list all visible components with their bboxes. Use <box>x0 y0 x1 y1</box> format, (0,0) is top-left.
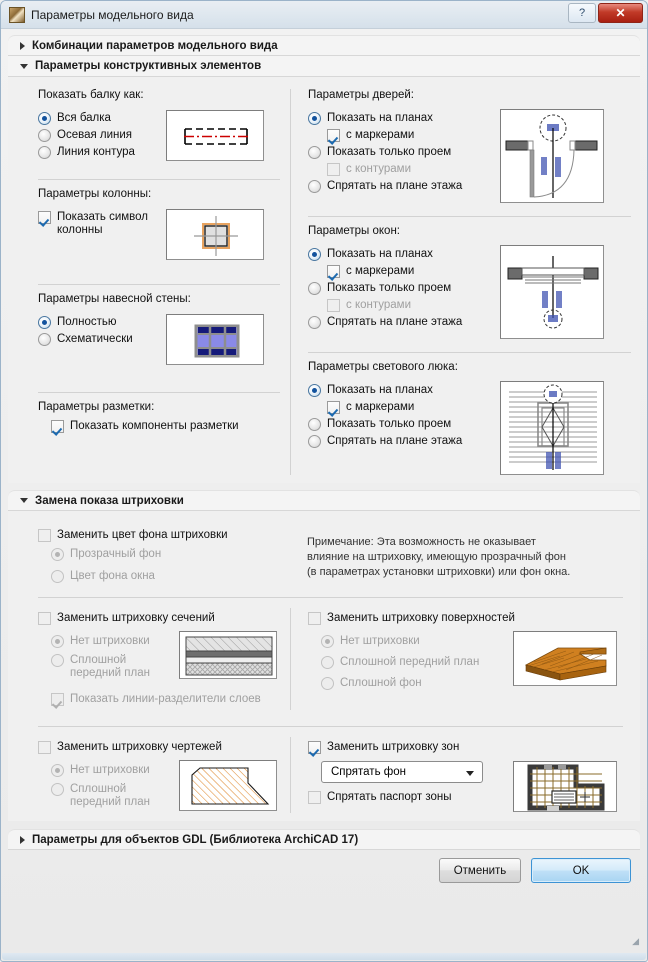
hatch-surfaces-radio-none-label: Нет штриховки <box>340 635 420 647</box>
chevron-right-icon <box>20 42 25 50</box>
radio-dot-icon <box>321 635 334 648</box>
hatch-sections-radio-solid-fg[interactable] <box>51 654 179 680</box>
hatch-drawings-group <box>8 737 290 813</box>
beam-radio-centerline[interactable] <box>38 129 166 142</box>
hatch-surfaces-radio-solid-bg[interactable] <box>321 677 513 690</box>
radio-dot-icon <box>308 435 321 448</box>
beam-radio-whole[interactable] <box>38 112 166 125</box>
window-preview-graphic <box>501 246 604 339</box>
chevron-down-icon <box>20 64 28 69</box>
radio-dot-icon <box>51 635 64 648</box>
radio-dot-icon <box>38 146 51 159</box>
help-button[interactable]: ? <box>568 3 596 23</box>
checkbox-icon <box>51 693 64 706</box>
door-preview <box>500 109 604 203</box>
windows-radio-opening-only[interactable] <box>308 282 500 295</box>
hatch-zones-group <box>291 737 639 812</box>
doors-radio-show-plans[interactable] <box>308 112 500 125</box>
hatch-bg-radio-window[interactable] <box>51 570 280 583</box>
curtain-wall-group-label: Параметры навесной стены: <box>38 293 191 305</box>
hatch-sections-radio-none-label: Нет штриховки <box>70 635 150 647</box>
skylight-options <box>308 380 500 452</box>
close-button[interactable]: ✕ <box>598 3 643 23</box>
hatch-surfaces-body <box>308 631 631 694</box>
hatch-surfaces-radio-solid-bg-label: Сплошной фон <box>340 677 422 689</box>
skylight-checkbox-markers[interactable] <box>327 401 500 414</box>
divider <box>308 216 631 217</box>
hatch-sections-radio-none[interactable] <box>51 635 179 648</box>
radio-dot-icon <box>51 548 64 561</box>
doors-radio-hide-label: Спрятать на плане этажа <box>327 180 463 192</box>
column-symbol-label: Показать символ колонны <box>57 211 148 236</box>
section-header-structural[interactable] <box>8 56 640 77</box>
hide-zone-stamp-label: Спрятать паспорт зоны <box>327 791 452 803</box>
hatch-sections-surfaces-row <box>8 608 640 710</box>
checkbox-icon <box>308 791 321 804</box>
hatch-surfaces-checkbox[interactable] <box>308 612 631 625</box>
hatch-sections-radio-solid-fg-label: Сплошной передний план <box>70 654 150 679</box>
windows-checkbox-contours-label: с контурами <box>346 299 411 311</box>
doors-options <box>308 108 500 197</box>
title-bar <box>1 1 647 29</box>
chevron-right-icon <box>20 836 25 844</box>
hatch-drawings-radio-none[interactable] <box>51 764 179 777</box>
structural-panel <box>8 77 640 483</box>
radio-dot-icon <box>308 248 321 261</box>
hatch-drawings-zones-row <box>8 737 640 813</box>
doors-radio-hide[interactable] <box>308 180 500 193</box>
hatch-drawings-checkbox[interactable] <box>38 741 280 754</box>
radio-dot-icon <box>308 112 321 125</box>
hatch-drawings-radio-none-label: Нет штриховки <box>70 764 150 776</box>
section-title-combinations: Комбинации параметров модельного вида <box>32 39 278 52</box>
markup-components-checkbox[interactable] <box>51 420 280 433</box>
hatch-sections-body <box>38 631 280 684</box>
section-title-structural: Параметры конструктивных элементов <box>35 60 262 72</box>
windows-radio-hide-label: Спрятать на плане этажа <box>327 316 463 328</box>
hatch-bg-radio-transparent-label: Прозрачный фон <box>70 548 162 560</box>
skylight-group-label: Параметры светового люка: <box>308 361 458 373</box>
ok-button[interactable]: OK <box>531 858 631 883</box>
radio-dot-icon <box>38 333 51 346</box>
resize-grip[interactable]: ◢ <box>632 936 639 946</box>
window-title: Параметры модельного вида <box>31 7 194 22</box>
hatch-sections-options <box>51 631 179 684</box>
hatch-bg-radio-window-label: Цвет фона окна <box>70 570 155 582</box>
zone-background-dropdown-value: Спрятать фон <box>331 766 406 778</box>
curtain-wall-group <box>38 312 280 365</box>
structural-left-column <box>8 89 290 437</box>
hatch-zones-checkbox[interactable] <box>308 741 631 754</box>
windows-checkbox-contours[interactable] <box>327 299 500 312</box>
hatch-surfaces-group <box>291 608 639 694</box>
hatch-drawings-radio-solid-fg-label: Сплошной передний план <box>70 783 150 808</box>
radio-dot-icon <box>38 129 51 142</box>
windows-checkbox-markers[interactable] <box>327 265 500 278</box>
radio-dot-icon <box>51 764 64 777</box>
radio-dot-icon <box>38 316 51 329</box>
beam-group-label: Показать балку как: <box>38 89 144 101</box>
skylight-preview <box>500 381 604 475</box>
hatch-drawings-body <box>38 760 280 813</box>
hatch-surfaces-radio-solid-fg[interactable] <box>321 656 513 669</box>
column-group <box>38 207 280 260</box>
structural-right-column <box>291 89 639 475</box>
hatch-bg-checkbox-label: Заменить цвет фона штриховки <box>57 529 228 541</box>
radio-dot-icon <box>51 654 64 667</box>
beam-radio-whole-label: Вся балка <box>57 112 111 124</box>
skylight-checkbox-markers-label: с маркерами <box>346 401 415 413</box>
hatch-sections-checkbox-label: Заменить штриховку сечений <box>57 612 215 624</box>
checkbox-icon <box>308 612 321 625</box>
windows-options <box>308 244 500 333</box>
surface-hatch-preview-graphic <box>514 632 617 686</box>
radio-dot-icon <box>308 316 321 329</box>
doors-group-label: Параметры дверей: <box>308 89 414 101</box>
section-hatch-preview-graphic <box>180 632 277 679</box>
checkbox-icon <box>327 401 340 414</box>
app-icon <box>9 7 25 23</box>
radio-dot-icon <box>308 180 321 193</box>
column-group-label: Параметры колонны: <box>38 188 152 200</box>
beam-preview-graphic <box>167 111 264 161</box>
checkbox-icon <box>327 265 340 278</box>
zone-background-dropdown[interactable] <box>321 761 483 783</box>
skylight-radio-show-plans[interactable] <box>308 384 500 397</box>
windows-checkbox-markers-label: с маркерами <box>346 265 415 277</box>
section-header-combinations[interactable] <box>8 35 640 56</box>
doors-radio-show-plans-label: Показать на планах <box>327 112 433 124</box>
dialog-content <box>1 29 647 946</box>
chevron-down-icon <box>20 498 28 503</box>
beam-radio-outline[interactable] <box>38 146 166 159</box>
radio-dot-icon <box>308 418 321 431</box>
hatch-bg-radio-transparent[interactable] <box>51 548 280 561</box>
windows-radio-hide[interactable] <box>308 316 500 329</box>
doors-radio-opening-only-label: Показать только проем <box>327 146 452 158</box>
markup-components-label: Показать компоненты разметки <box>70 420 239 432</box>
hatch-surfaces-radio-solid-fg-label: Сплошной передний план <box>340 656 480 668</box>
divider <box>38 284 280 285</box>
section-header-hatching[interactable] <box>8 490 640 511</box>
radio-dot-icon <box>308 384 321 397</box>
radio-dot-icon <box>38 112 51 125</box>
curtain-wall-radio-full-label: Полностью <box>57 316 117 328</box>
windows-group-label: Параметры окон: <box>308 225 400 237</box>
radio-dot-icon <box>51 783 64 796</box>
skylight-group <box>308 380 631 475</box>
hatch-background-row <box>8 525 640 587</box>
radio-dot-icon <box>308 146 321 159</box>
doors-checkbox-markers-label: с маркерами <box>346 129 415 141</box>
skylight-preview-graphic <box>501 382 604 475</box>
hatch-drawings-radio-solid-fg[interactable] <box>51 783 179 809</box>
drawing-hatch-preview <box>179 760 277 811</box>
hatch-sections-group <box>8 608 290 710</box>
doors-checkbox-contours-label: с контурами <box>346 163 411 175</box>
beam-radio-centerline-label: Осевая линия <box>57 129 133 141</box>
status-bar <box>2 953 646 960</box>
hatch-zones-controls <box>321 761 513 808</box>
window-preview <box>500 245 604 339</box>
hatch-sections-separator-label: Показать линии-разделители слоев <box>70 693 261 705</box>
skylight-radio-hide-label: Спрятать на плане этажа <box>327 435 463 447</box>
window-controls <box>568 3 643 23</box>
hatch-sections-checkbox[interactable] <box>38 612 280 625</box>
column-symbol-checkbox[interactable] <box>38 211 166 237</box>
hatch-background-group <box>8 525 290 587</box>
checkbox-icon <box>327 129 340 142</box>
column-preview <box>166 209 264 260</box>
skylight-radio-hide[interactable] <box>308 435 500 448</box>
surface-hatch-preview <box>513 631 617 686</box>
hatch-sections-separator-checkbox[interactable] <box>51 693 280 706</box>
beam-group <box>38 108 280 163</box>
hatching-panel <box>8 511 640 821</box>
doors-checkbox-markers[interactable] <box>327 129 500 142</box>
checkbox-icon <box>38 529 51 542</box>
section-hatch-preview <box>179 631 277 679</box>
hatch-zones-body <box>308 761 631 812</box>
checkbox-icon <box>327 163 340 176</box>
section-title-hatching: Замена показа штриховки <box>35 494 184 507</box>
beam-radio-outline-label: Линия контура <box>57 146 135 158</box>
curtain-wall-options <box>38 312 166 350</box>
hatch-surfaces-radio-none[interactable] <box>321 635 513 648</box>
doors-checkbox-contours[interactable] <box>327 163 500 176</box>
radio-dot-icon <box>321 677 334 690</box>
checkbox-icon <box>51 420 64 433</box>
hatch-note-wrap <box>290 525 585 580</box>
windows-radio-show-plans-label: Показать на планах <box>327 248 433 260</box>
zone-hatch-preview-graphic <box>514 762 617 812</box>
hatch-note: Примечание: Эта возможность не оказывает влияние на штриховку, имеющую прозрачный фон (в параметрах установки штриховки) или фон окна. <box>307 536 571 578</box>
door-preview-graphic <box>501 110 604 203</box>
hatch-surfaces-options <box>321 631 513 694</box>
windows-radio-opening-only-label: Показать только проем <box>327 282 452 294</box>
divider <box>38 597 623 598</box>
radio-dot-icon <box>321 656 334 669</box>
dialog-footer <box>8 850 640 883</box>
windows-group <box>308 244 631 339</box>
checkbox-icon <box>38 612 51 625</box>
checkbox-icon <box>38 741 51 754</box>
chevron-down-icon <box>466 771 474 776</box>
radio-dot-icon <box>51 570 64 583</box>
doors-group <box>308 108 631 203</box>
drawing-hatch-preview-graphic <box>180 761 277 811</box>
curtain-wall-preview <box>166 314 264 365</box>
radio-dot-icon <box>308 282 321 295</box>
curtain-wall-radio-schematic-label: Схематически <box>57 333 133 345</box>
section-header-gdl[interactable] <box>8 829 640 850</box>
divider <box>308 352 631 353</box>
hatch-bg-options <box>51 548 280 583</box>
divider <box>38 179 280 180</box>
beam-options <box>38 108 166 163</box>
hatch-zones-checkbox-label: Заменить штриховку зон <box>327 741 460 753</box>
windows-radio-show-plans[interactable] <box>308 248 500 261</box>
section-title-gdl: Параметры для объектов GDL (Библиотека ArchiCAD 17) <box>32 833 359 846</box>
hatch-bg-checkbox[interactable] <box>38 529 280 542</box>
cancel-button[interactable]: Отменить <box>439 858 521 883</box>
doors-radio-opening-only[interactable] <box>308 146 500 159</box>
skylight-radio-opening-only-label: Показать только проем <box>327 418 452 430</box>
divider <box>38 392 280 393</box>
skylight-radio-opening-only[interactable] <box>308 418 500 431</box>
hide-zone-stamp-checkbox[interactable] <box>308 791 513 804</box>
hatch-surfaces-checkbox-label: Заменить штриховку поверхностей <box>327 612 515 624</box>
curtain-wall-radio-full[interactable] <box>38 316 166 329</box>
checkbox-icon <box>327 299 340 312</box>
divider <box>38 726 623 727</box>
skylight-radio-show-plans-label: Показать на планах <box>327 384 433 396</box>
column-preview-graphic <box>167 210 264 260</box>
checkbox-icon <box>38 211 51 224</box>
hatch-drawings-options <box>51 760 179 813</box>
markup-group-label: Параметры разметки: <box>38 401 155 413</box>
column-options <box>38 207 166 241</box>
curtain-wall-radio-schematic[interactable] <box>38 333 166 346</box>
checkbox-icon <box>308 741 321 754</box>
zone-hatch-preview <box>513 761 617 812</box>
curtain-wall-preview-graphic <box>167 315 264 365</box>
beam-preview <box>166 110 264 161</box>
hatch-drawings-checkbox-label: Заменить штриховку чертежей <box>57 741 222 753</box>
